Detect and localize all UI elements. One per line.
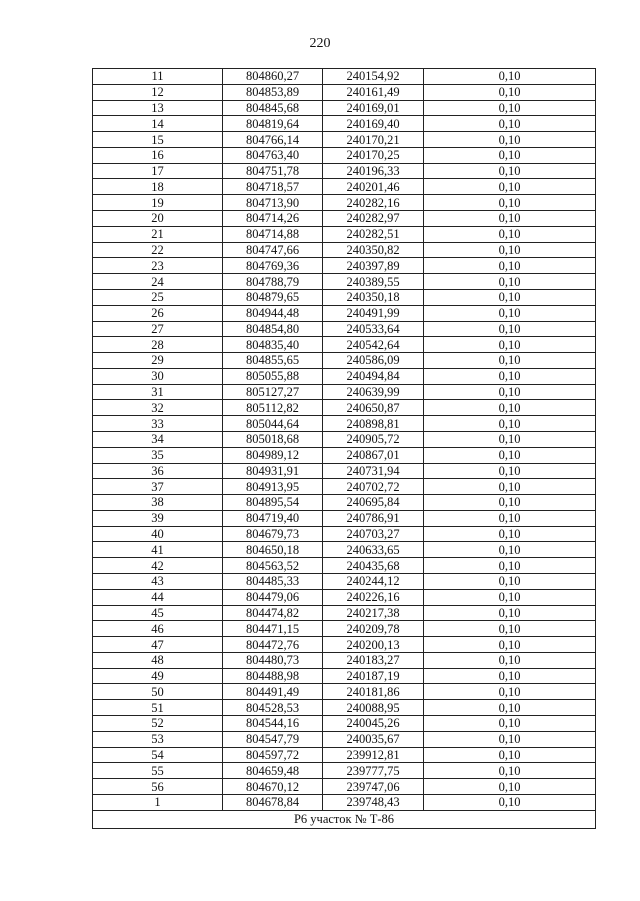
- y-coordinate-cell: 240244,12: [323, 574, 424, 590]
- accuracy-cell: 0,10: [424, 668, 596, 684]
- x-coordinate-cell: 804931,91: [223, 463, 323, 479]
- x-coordinate-cell: 804853,89: [223, 84, 323, 100]
- table-row: [93, 242, 596, 258]
- point-number-cell: 15: [93, 132, 223, 148]
- accuracy-cell: 0,10: [424, 526, 596, 542]
- accuracy-cell: 0,10: [424, 510, 596, 526]
- y-coordinate-cell: 240542,64: [323, 337, 424, 353]
- y-coordinate-cell: 239777,75: [323, 763, 424, 779]
- y-coordinate-cell: 240196,33: [323, 163, 424, 179]
- y-coordinate-cell: 240350,18: [323, 289, 424, 305]
- x-coordinate-cell: 804650,18: [223, 542, 323, 558]
- point-number-cell: 42: [93, 558, 223, 574]
- accuracy-cell: 0,10: [424, 747, 596, 763]
- accuracy-cell: 0,10: [424, 321, 596, 337]
- y-coordinate-cell: 240898,81: [323, 416, 424, 432]
- section-title: Р6 участок № Т-86: [93, 810, 596, 828]
- point-number-cell: 18: [93, 179, 223, 195]
- y-coordinate-cell: 239747,06: [323, 779, 424, 795]
- y-coordinate-cell: 240088,95: [323, 700, 424, 716]
- table-row: [93, 337, 596, 353]
- point-number-cell: 38: [93, 495, 223, 511]
- table-row: [93, 747, 596, 763]
- x-coordinate-cell: 804766,14: [223, 132, 323, 148]
- y-coordinate-cell: 239912,81: [323, 747, 424, 763]
- table-row: [93, 731, 596, 747]
- y-coordinate-cell: 240200,13: [323, 637, 424, 653]
- point-number-cell: 24: [93, 274, 223, 290]
- table-row: [93, 116, 596, 132]
- table-row: [93, 289, 596, 305]
- table-row: [93, 384, 596, 400]
- x-coordinate-cell: 804879,65: [223, 289, 323, 305]
- y-coordinate-cell: 240491,99: [323, 305, 424, 321]
- y-coordinate-cell: 240169,40: [323, 116, 424, 132]
- x-coordinate-cell: 804845,68: [223, 100, 323, 116]
- table-row: [93, 700, 596, 716]
- y-coordinate-cell: 240633,65: [323, 542, 424, 558]
- table-row: [93, 589, 596, 605]
- x-coordinate-cell: 804488,98: [223, 668, 323, 684]
- x-coordinate-cell: 804751,78: [223, 163, 323, 179]
- table-row: [93, 558, 596, 574]
- accuracy-cell: 0,10: [424, 731, 596, 747]
- table-row: [93, 274, 596, 290]
- accuracy-cell: 0,10: [424, 463, 596, 479]
- point-number-cell: 34: [93, 431, 223, 447]
- section-footer-row: [93, 810, 596, 828]
- point-number-cell: 25: [93, 289, 223, 305]
- x-coordinate-cell: 804835,40: [223, 337, 323, 353]
- point-number-cell: 32: [93, 400, 223, 416]
- point-number-cell: 26: [93, 305, 223, 321]
- table-row: [93, 305, 596, 321]
- x-coordinate-cell: 804474,82: [223, 605, 323, 621]
- accuracy-cell: 0,10: [424, 274, 596, 290]
- x-coordinate-cell: 804854,80: [223, 321, 323, 337]
- table-row: [93, 258, 596, 274]
- y-coordinate-cell: 240702,72: [323, 479, 424, 495]
- table-row: [93, 763, 596, 779]
- accuracy-cell: 0,10: [424, 84, 596, 100]
- y-coordinate-cell: 240786,91: [323, 510, 424, 526]
- x-coordinate-cell: 804860,27: [223, 69, 323, 85]
- x-coordinate-cell: 804528,53: [223, 700, 323, 716]
- x-coordinate-cell: 804944,48: [223, 305, 323, 321]
- x-coordinate-cell: 804485,33: [223, 574, 323, 590]
- point-number-cell: 45: [93, 605, 223, 621]
- y-coordinate-cell: 240282,51: [323, 226, 424, 242]
- table-row: [93, 69, 596, 85]
- point-number-cell: 28: [93, 337, 223, 353]
- point-number-cell: 39: [93, 510, 223, 526]
- accuracy-cell: 0,10: [424, 794, 596, 810]
- accuracy-cell: 0,10: [424, 211, 596, 227]
- point-number-cell: 1: [93, 794, 223, 810]
- x-coordinate-cell: 804679,73: [223, 526, 323, 542]
- accuracy-cell: 0,10: [424, 400, 596, 416]
- y-coordinate-cell: 240201,46: [323, 179, 424, 195]
- point-number-cell: 41: [93, 542, 223, 558]
- table-row: [93, 526, 596, 542]
- point-number-cell: 30: [93, 368, 223, 384]
- table-row: [93, 431, 596, 447]
- point-number-cell: 27: [93, 321, 223, 337]
- table-row: [93, 84, 596, 100]
- y-coordinate-cell: 240905,72: [323, 431, 424, 447]
- y-coordinate-cell: 240586,09: [323, 353, 424, 369]
- y-coordinate-cell: 240282,16: [323, 195, 424, 211]
- y-coordinate-cell: 240533,64: [323, 321, 424, 337]
- point-number-cell: 11: [93, 69, 223, 85]
- table-row: [93, 211, 596, 227]
- y-coordinate-cell: 240045,26: [323, 716, 424, 732]
- point-number-cell: 12: [93, 84, 223, 100]
- table-row: [93, 463, 596, 479]
- accuracy-cell: 0,10: [424, 289, 596, 305]
- table-row: [93, 353, 596, 369]
- y-coordinate-cell: 240209,78: [323, 621, 424, 637]
- x-coordinate-cell: 804472,76: [223, 637, 323, 653]
- x-coordinate-cell: 804718,57: [223, 179, 323, 195]
- accuracy-cell: 0,10: [424, 69, 596, 85]
- point-number-cell: 29: [93, 353, 223, 369]
- x-coordinate-cell: 804480,73: [223, 652, 323, 668]
- y-coordinate-cell: 240397,89: [323, 258, 424, 274]
- table-row: [93, 794, 596, 810]
- point-number-cell: 17: [93, 163, 223, 179]
- x-coordinate-cell: 804714,26: [223, 211, 323, 227]
- point-number-cell: 19: [93, 195, 223, 211]
- y-coordinate-cell: 240731,94: [323, 463, 424, 479]
- y-coordinate-cell: 240650,87: [323, 400, 424, 416]
- point-number-cell: 20: [93, 211, 223, 227]
- point-number-cell: 54: [93, 747, 223, 763]
- point-number-cell: 55: [93, 763, 223, 779]
- point-number-cell: 46: [93, 621, 223, 637]
- x-coordinate-cell: 804678,84: [223, 794, 323, 810]
- table-row: [93, 321, 596, 337]
- accuracy-cell: 0,10: [424, 147, 596, 163]
- accuracy-cell: 0,10: [424, 242, 596, 258]
- page-number: 220: [309, 36, 331, 51]
- table-row: [93, 652, 596, 668]
- x-coordinate-cell: 804659,48: [223, 763, 323, 779]
- x-coordinate-cell: 805055,88: [223, 368, 323, 384]
- point-number-cell: 51: [93, 700, 223, 716]
- x-coordinate-cell: 804597,72: [223, 747, 323, 763]
- x-coordinate-cell: 804563,52: [223, 558, 323, 574]
- accuracy-cell: 0,10: [424, 684, 596, 700]
- accuracy-cell: 0,10: [424, 226, 596, 242]
- coordinates-table-body: [93, 69, 596, 811]
- accuracy-cell: 0,10: [424, 589, 596, 605]
- y-coordinate-cell: 240282,97: [323, 211, 424, 227]
- point-number-cell: 43: [93, 574, 223, 590]
- y-coordinate-cell: 239748,43: [323, 794, 424, 810]
- accuracy-cell: 0,10: [424, 558, 596, 574]
- x-coordinate-cell: 805127,27: [223, 384, 323, 400]
- x-coordinate-cell: 804895,54: [223, 495, 323, 511]
- table-row: [93, 495, 596, 511]
- table-row: [93, 100, 596, 116]
- table-row: [93, 637, 596, 653]
- accuracy-cell: 0,10: [424, 384, 596, 400]
- y-coordinate-cell: 240035,67: [323, 731, 424, 747]
- accuracy-cell: 0,10: [424, 416, 596, 432]
- accuracy-cell: 0,10: [424, 447, 596, 463]
- accuracy-cell: 0,10: [424, 179, 596, 195]
- x-coordinate-cell: 805112,82: [223, 400, 323, 416]
- accuracy-cell: 0,10: [424, 132, 596, 148]
- accuracy-cell: 0,10: [424, 353, 596, 369]
- point-number-cell: 48: [93, 652, 223, 668]
- x-coordinate-cell: 804747,66: [223, 242, 323, 258]
- y-coordinate-cell: 240183,27: [323, 652, 424, 668]
- table-row: [93, 510, 596, 526]
- accuracy-cell: 0,10: [424, 337, 596, 353]
- point-number-cell: 53: [93, 731, 223, 747]
- table-row: [93, 621, 596, 637]
- table-row: [93, 195, 596, 211]
- table-row: [93, 716, 596, 732]
- y-coordinate-cell: 240867,01: [323, 447, 424, 463]
- point-number-cell: 47: [93, 637, 223, 653]
- point-number-cell: 35: [93, 447, 223, 463]
- point-number-cell: 40: [93, 526, 223, 542]
- x-coordinate-cell: 804670,12: [223, 779, 323, 795]
- y-coordinate-cell: 240154,92: [323, 69, 424, 85]
- accuracy-cell: 0,10: [424, 779, 596, 795]
- x-coordinate-cell: 804855,65: [223, 353, 323, 369]
- table-row: [93, 226, 596, 242]
- table-row: [93, 179, 596, 195]
- table-row: [93, 684, 596, 700]
- y-coordinate-cell: 240494,84: [323, 368, 424, 384]
- table-row: [93, 668, 596, 684]
- point-number-cell: 23: [93, 258, 223, 274]
- point-number-cell: 50: [93, 684, 223, 700]
- y-coordinate-cell: 240639,99: [323, 384, 424, 400]
- y-coordinate-cell: 240169,01: [323, 100, 424, 116]
- point-number-cell: 21: [93, 226, 223, 242]
- x-coordinate-cell: 804719,40: [223, 510, 323, 526]
- accuracy-cell: 0,10: [424, 116, 596, 132]
- table-row: [93, 605, 596, 621]
- x-coordinate-cell: 804763,40: [223, 147, 323, 163]
- x-coordinate-cell: 804714,88: [223, 226, 323, 242]
- point-number-cell: 22: [93, 242, 223, 258]
- accuracy-cell: 0,10: [424, 652, 596, 668]
- table-row: [93, 132, 596, 148]
- x-coordinate-cell: 804989,12: [223, 447, 323, 463]
- x-coordinate-cell: 804479,06: [223, 589, 323, 605]
- table-row: [93, 479, 596, 495]
- accuracy-cell: 0,10: [424, 368, 596, 384]
- y-coordinate-cell: 240170,25: [323, 147, 424, 163]
- y-coordinate-cell: 240435,68: [323, 558, 424, 574]
- accuracy-cell: 0,10: [424, 763, 596, 779]
- y-coordinate-cell: 240187,19: [323, 668, 424, 684]
- accuracy-cell: 0,10: [424, 495, 596, 511]
- accuracy-cell: 0,10: [424, 621, 596, 637]
- accuracy-cell: 0,10: [424, 605, 596, 621]
- table-row: [93, 416, 596, 432]
- accuracy-cell: 0,10: [424, 431, 596, 447]
- point-number-cell: 56: [93, 779, 223, 795]
- y-coordinate-cell: 240695,84: [323, 495, 424, 511]
- x-coordinate-cell: 804913,95: [223, 479, 323, 495]
- y-coordinate-cell: 240226,16: [323, 589, 424, 605]
- accuracy-cell: 0,10: [424, 700, 596, 716]
- accuracy-cell: 0,10: [424, 716, 596, 732]
- table-row: [93, 779, 596, 795]
- point-number-cell: 16: [93, 147, 223, 163]
- coordinates-table: [92, 68, 596, 829]
- y-coordinate-cell: 240389,55: [323, 274, 424, 290]
- x-coordinate-cell: 804713,90: [223, 195, 323, 211]
- point-number-cell: 36: [93, 463, 223, 479]
- x-coordinate-cell: 804491,49: [223, 684, 323, 700]
- x-coordinate-cell: 804769,36: [223, 258, 323, 274]
- accuracy-cell: 0,10: [424, 574, 596, 590]
- accuracy-cell: 0,10: [424, 258, 596, 274]
- table-row: [93, 368, 596, 384]
- accuracy-cell: 0,10: [424, 195, 596, 211]
- point-number-cell: 31: [93, 384, 223, 400]
- accuracy-cell: 0,10: [424, 305, 596, 321]
- point-number-cell: 33: [93, 416, 223, 432]
- accuracy-cell: 0,10: [424, 542, 596, 558]
- y-coordinate-cell: 240703,27: [323, 526, 424, 542]
- y-coordinate-cell: 240350,82: [323, 242, 424, 258]
- point-number-cell: 44: [93, 589, 223, 605]
- table-row: [93, 447, 596, 463]
- x-coordinate-cell: 804544,16: [223, 716, 323, 732]
- accuracy-cell: 0,10: [424, 637, 596, 653]
- x-coordinate-cell: 805018,68: [223, 431, 323, 447]
- x-coordinate-cell: 805044,64: [223, 416, 323, 432]
- x-coordinate-cell: 804788,79: [223, 274, 323, 290]
- point-number-cell: 52: [93, 716, 223, 732]
- point-number-cell: 49: [93, 668, 223, 684]
- point-number-cell: 37: [93, 479, 223, 495]
- point-number-cell: 14: [93, 116, 223, 132]
- accuracy-cell: 0,10: [424, 100, 596, 116]
- table-row: [93, 400, 596, 416]
- point-number-cell: 13: [93, 100, 223, 116]
- table-row: [93, 542, 596, 558]
- y-coordinate-cell: 240181,86: [323, 684, 424, 700]
- accuracy-cell: 0,10: [424, 163, 596, 179]
- x-coordinate-cell: 804471,15: [223, 621, 323, 637]
- accuracy-cell: 0,10: [424, 479, 596, 495]
- table-row: [93, 163, 596, 179]
- x-coordinate-cell: 804547,79: [223, 731, 323, 747]
- y-coordinate-cell: 240217,38: [323, 605, 424, 621]
- table-row: [93, 574, 596, 590]
- y-coordinate-cell: 240161,49: [323, 84, 424, 100]
- y-coordinate-cell: 240170,21: [323, 132, 424, 148]
- table-row: [93, 147, 596, 163]
- x-coordinate-cell: 804819,64: [223, 116, 323, 132]
